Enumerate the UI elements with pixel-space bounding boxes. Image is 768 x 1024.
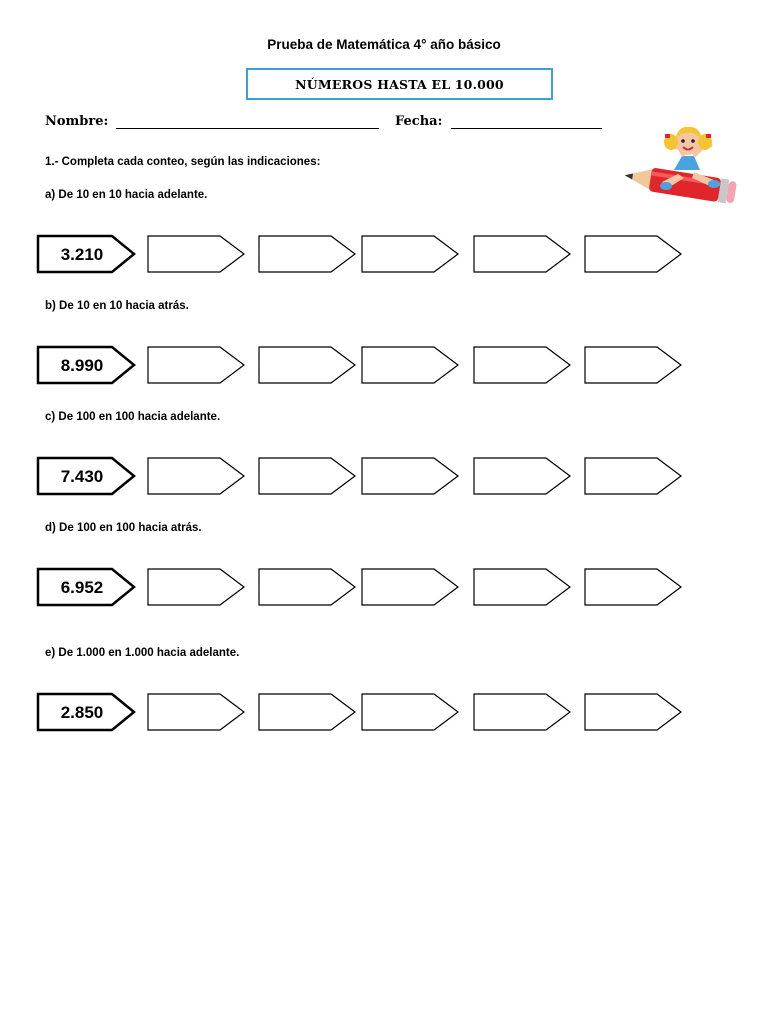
answer-arrow-box[interactable] [362, 569, 458, 605]
question-prompt: 1.- Completa cada conteo, según las indicaciones: [45, 156, 321, 168]
answer-arrow-box[interactable] [585, 569, 681, 605]
item-c-label: c) De 100 en 100 hacia adelante. [45, 411, 221, 423]
answer-arrow-box[interactable] [474, 694, 570, 730]
topic-box [246, 68, 553, 100]
answer-arrow-box[interactable] [148, 569, 244, 605]
answer-arrow-box[interactable] [259, 458, 355, 494]
page-title: Prueba de Matemática 4° año básico [267, 37, 501, 52]
answer-arrow-box[interactable] [585, 347, 681, 383]
answer-arrow-box[interactable] [585, 694, 681, 730]
answer-arrow-box[interactable] [362, 694, 458, 730]
start-number: 2.850 [60, 703, 104, 722]
counting-row-d [0, 568, 768, 608]
answer-arrow-box[interactable] [259, 347, 355, 383]
counting-row-b [0, 346, 768, 386]
answer-arrow-box[interactable] [148, 458, 244, 494]
answer-arrow-box[interactable] [148, 347, 244, 383]
answer-arrow-box[interactable] [474, 458, 570, 494]
date-label: Fecha: [395, 114, 443, 129]
date-field[interactable] [451, 128, 602, 129]
start-number: 6.952 [60, 578, 104, 597]
answer-arrow-box[interactable] [585, 458, 681, 494]
answer-arrow-box[interactable] [362, 458, 458, 494]
start-number: 7.430 [60, 467, 104, 486]
answer-arrow-box[interactable] [148, 694, 244, 730]
answer-arrow-box[interactable] [362, 236, 458, 272]
answer-arrow-box[interactable] [474, 236, 570, 272]
counting-row-c [0, 457, 768, 497]
answer-arrow-box[interactable] [259, 694, 355, 730]
answer-arrow-box[interactable] [474, 347, 570, 383]
item-d-label: d) De 100 en 100 hacia atrás. [45, 522, 202, 534]
name-label: Nombre: [45, 114, 109, 129]
answer-arrow-box[interactable] [259, 569, 355, 605]
topic-title: NÚMEROS HASTA EL 10.000 [295, 76, 504, 92]
start-number: 8.990 [60, 356, 104, 375]
item-e-label: e) De 1.000 en 1.000 hacia adelante. [45, 647, 240, 659]
start-number: 3.210 [60, 245, 104, 264]
answer-arrow-box[interactable] [148, 236, 244, 272]
answer-arrow-box[interactable] [474, 569, 570, 605]
girl-riding-pencil-icon [622, 122, 738, 217]
answer-arrow-box[interactable] [362, 347, 458, 383]
counting-row-a [0, 235, 768, 275]
answer-arrow-box[interactable] [585, 236, 681, 272]
item-a-label: a) De 10 en 10 hacia adelante. [45, 189, 208, 201]
counting-row-e [0, 693, 768, 733]
item-b-label: b) De 10 en 10 hacia atrás. [45, 300, 189, 312]
name-field[interactable] [116, 128, 379, 129]
answer-arrow-box[interactable] [259, 236, 355, 272]
